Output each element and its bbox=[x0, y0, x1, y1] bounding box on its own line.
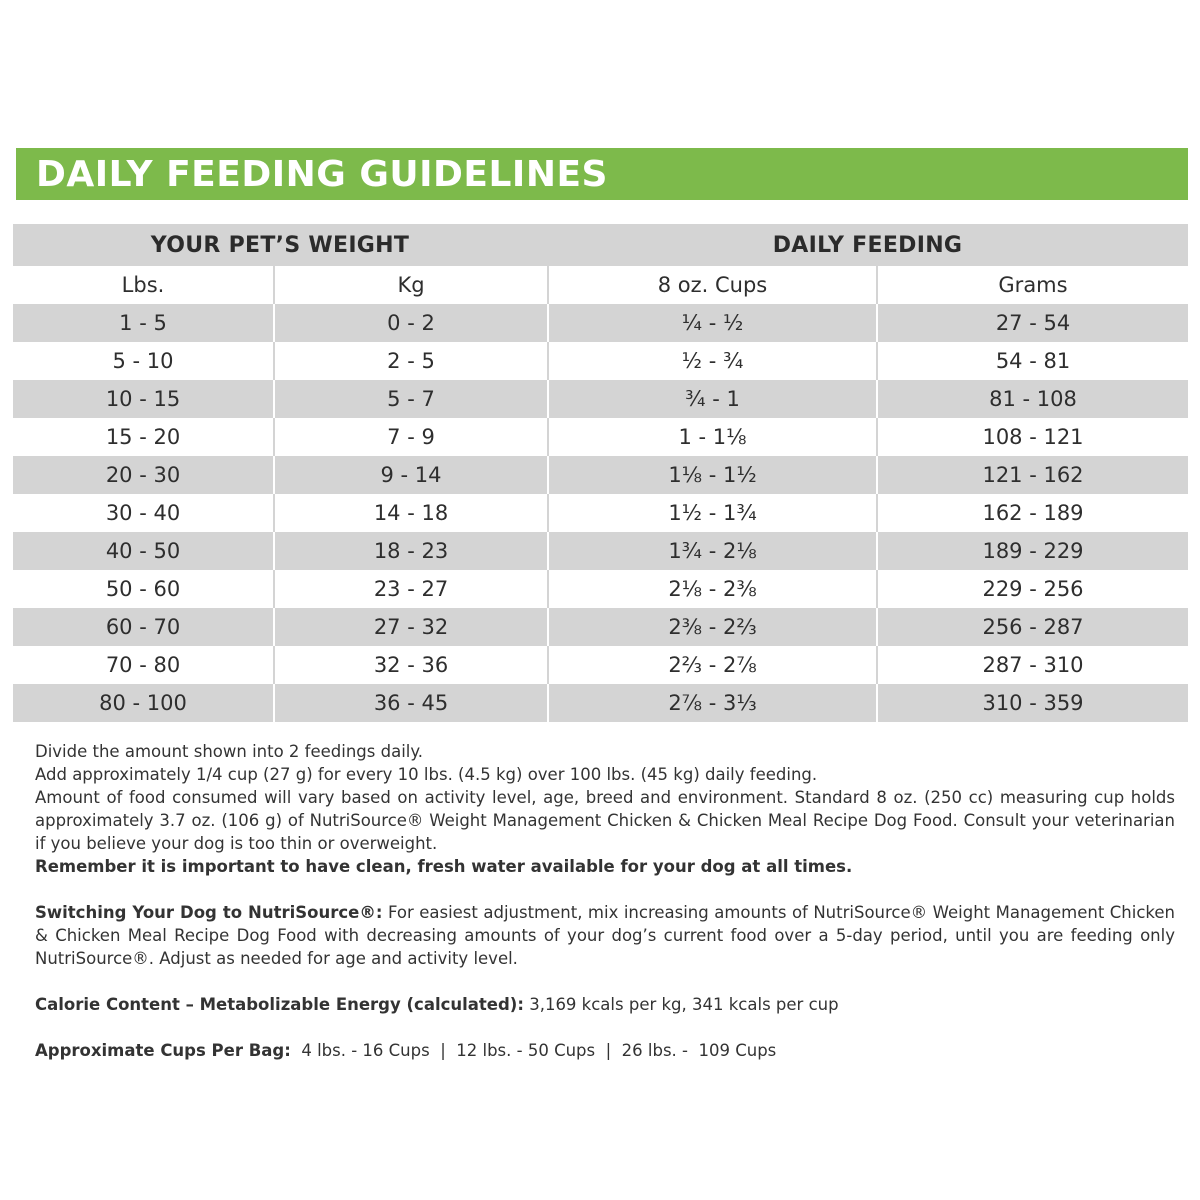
cell-lbs: 10 - 15 bbox=[105, 387, 181, 411]
cell-kg: 2 - 5 bbox=[273, 342, 547, 380]
table-row bbox=[13, 456, 1188, 494]
header-kg: Kg bbox=[273, 266, 547, 304]
header-daily-feeding: DAILY FEEDING bbox=[772, 232, 963, 258]
calorie-label: Calorie Content – Metabolizable Energy (calculated): bbox=[35, 995, 524, 1014]
cell-kg: 14 - 18 bbox=[273, 494, 547, 532]
cell-kg: 18 - 23 bbox=[273, 532, 547, 570]
cell-cups: 2⅞ - 3⅓ bbox=[547, 684, 876, 722]
note-divide: Divide the amount shown into 2 feedings daily. bbox=[35, 742, 424, 761]
cell-grams: 81 - 108 bbox=[876, 380, 1188, 418]
cell-lbs: 1 - 5 bbox=[119, 311, 167, 335]
table-body bbox=[13, 304, 1188, 722]
header-pet-weight: YOUR PET’S WEIGHT bbox=[150, 232, 410, 258]
switching-text: For easiest adjustment, mix increasing amounts of NutriSource® Weight Management Chicken & Chicken Meal Recipe Dog Food with decreasing amounts of your dog’s current food over a 5-day period, until you are feeding only NutriSource®. Adjust as needed for age and activity level. bbox=[35, 903, 1175, 968]
cell-kg: 5 - 7 bbox=[273, 380, 547, 418]
title-banner bbox=[16, 148, 1188, 200]
cell-lbs: 80 - 100 bbox=[99, 691, 187, 715]
cell-lbs: 30 - 40 bbox=[105, 501, 181, 525]
cell-grams: 256 - 287 bbox=[876, 608, 1188, 646]
cell-lbs: 20 - 30 bbox=[105, 463, 181, 487]
cell-cups: ¼ - ½ bbox=[547, 304, 876, 342]
header-cups: 8 oz. Cups bbox=[547, 266, 876, 304]
cell-grams: 162 - 189 bbox=[876, 494, 1188, 532]
table-row bbox=[13, 304, 1188, 342]
cell-lbs: 70 - 80 bbox=[105, 653, 181, 677]
table-row bbox=[13, 494, 1188, 532]
header-grams: Grams bbox=[876, 266, 1188, 304]
table-row bbox=[13, 532, 1188, 570]
cell-grams: 27 - 54 bbox=[876, 304, 1188, 342]
cell-lbs: 5 - 10 bbox=[112, 349, 174, 373]
cell-cups: 1¾ - 2⅛ bbox=[547, 532, 876, 570]
cell-grams: 229 - 256 bbox=[876, 570, 1188, 608]
cups-label: Approximate Cups Per Bag: bbox=[35, 1041, 291, 1060]
cell-grams: 287 - 310 bbox=[876, 646, 1188, 684]
feeding-table bbox=[13, 224, 1188, 722]
cell-kg: 9 - 14 bbox=[273, 456, 547, 494]
cell-cups: 1½ - 1¾ bbox=[547, 494, 876, 532]
cell-kg: 27 - 32 bbox=[273, 608, 547, 646]
table-group-header-row bbox=[13, 224, 1188, 266]
header-lbs: Lbs. bbox=[121, 273, 165, 297]
cell-kg: 0 - 2 bbox=[273, 304, 547, 342]
cell-cups: 1 - 1⅛ bbox=[547, 418, 876, 456]
cell-lbs: 40 - 50 bbox=[105, 539, 181, 563]
cell-cups: 2⅛ - 2⅜ bbox=[547, 570, 876, 608]
switching-label: Switching Your Dog to NutriSource®: bbox=[35, 903, 383, 922]
cell-kg: 36 - 45 bbox=[273, 684, 547, 722]
cell-lbs: 50 - 60 bbox=[105, 577, 181, 601]
cell-cups: ¾ - 1 bbox=[547, 380, 876, 418]
cell-grams: 310 - 359 bbox=[876, 684, 1188, 722]
cell-cups: 1⅛ - 1½ bbox=[547, 456, 876, 494]
note-switching bbox=[35, 901, 1175, 970]
table-row bbox=[13, 608, 1188, 646]
table-row bbox=[13, 646, 1188, 684]
note-water-reminder: Remember it is important to have clean, fresh water available for your dog at all times. bbox=[35, 857, 853, 876]
note-calorie-content bbox=[35, 993, 1175, 1016]
cell-lbs: 60 - 70 bbox=[105, 615, 181, 639]
table-row bbox=[13, 342, 1188, 380]
table-row bbox=[13, 380, 1188, 418]
table-row bbox=[13, 418, 1188, 456]
table-row bbox=[13, 684, 1188, 722]
note-cups-per-bag bbox=[35, 1039, 1175, 1062]
cell-cups: ½ - ¾ bbox=[547, 342, 876, 380]
cell-kg: 32 - 36 bbox=[273, 646, 547, 684]
cell-grams: 189 - 229 bbox=[876, 532, 1188, 570]
cups-text: 4 lbs. - 16 Cups | 12 lbs. - 50 Cups | 26 lbs. - 109 Cups bbox=[290, 1041, 777, 1060]
note-add-over-100: Add approximately 1/4 cup (27 g) for every 10 lbs. (4.5 kg) over 100 lbs. (45 kg) daily feeding. bbox=[35, 765, 818, 784]
cell-lbs: 15 - 20 bbox=[105, 425, 181, 449]
calorie-text: 3,169 kcals per kg, 341 kcals per cup bbox=[523, 995, 839, 1014]
cell-grams: 54 - 81 bbox=[876, 342, 1188, 380]
page-title: DAILY FEEDING GUIDELINES bbox=[36, 154, 608, 195]
table-unit-header-row bbox=[13, 266, 1188, 304]
table-row bbox=[13, 570, 1188, 608]
cell-grams: 108 - 121 bbox=[876, 418, 1188, 456]
cell-grams: 121 - 162 bbox=[876, 456, 1188, 494]
feeding-notes bbox=[35, 740, 1175, 1062]
note-amount-consumed: Amount of food consumed will vary based on activity level, age, breed and environment. Standard 8 oz. (250 cc) measuring cup holds approximately 3.7 oz. (106 g) of NutriSource® Weight Management Chicken & Chicken Meal Recipe Dog Food. Consult your veterinarian if you believe your dog is too thin or overweight. bbox=[35, 788, 1175, 853]
cell-cups: 2⅔ - 2⅞ bbox=[547, 646, 876, 684]
cell-kg: 23 - 27 bbox=[273, 570, 547, 608]
cell-kg: 7 - 9 bbox=[273, 418, 547, 456]
cell-cups: 2⅜ - 2⅔ bbox=[547, 608, 876, 646]
